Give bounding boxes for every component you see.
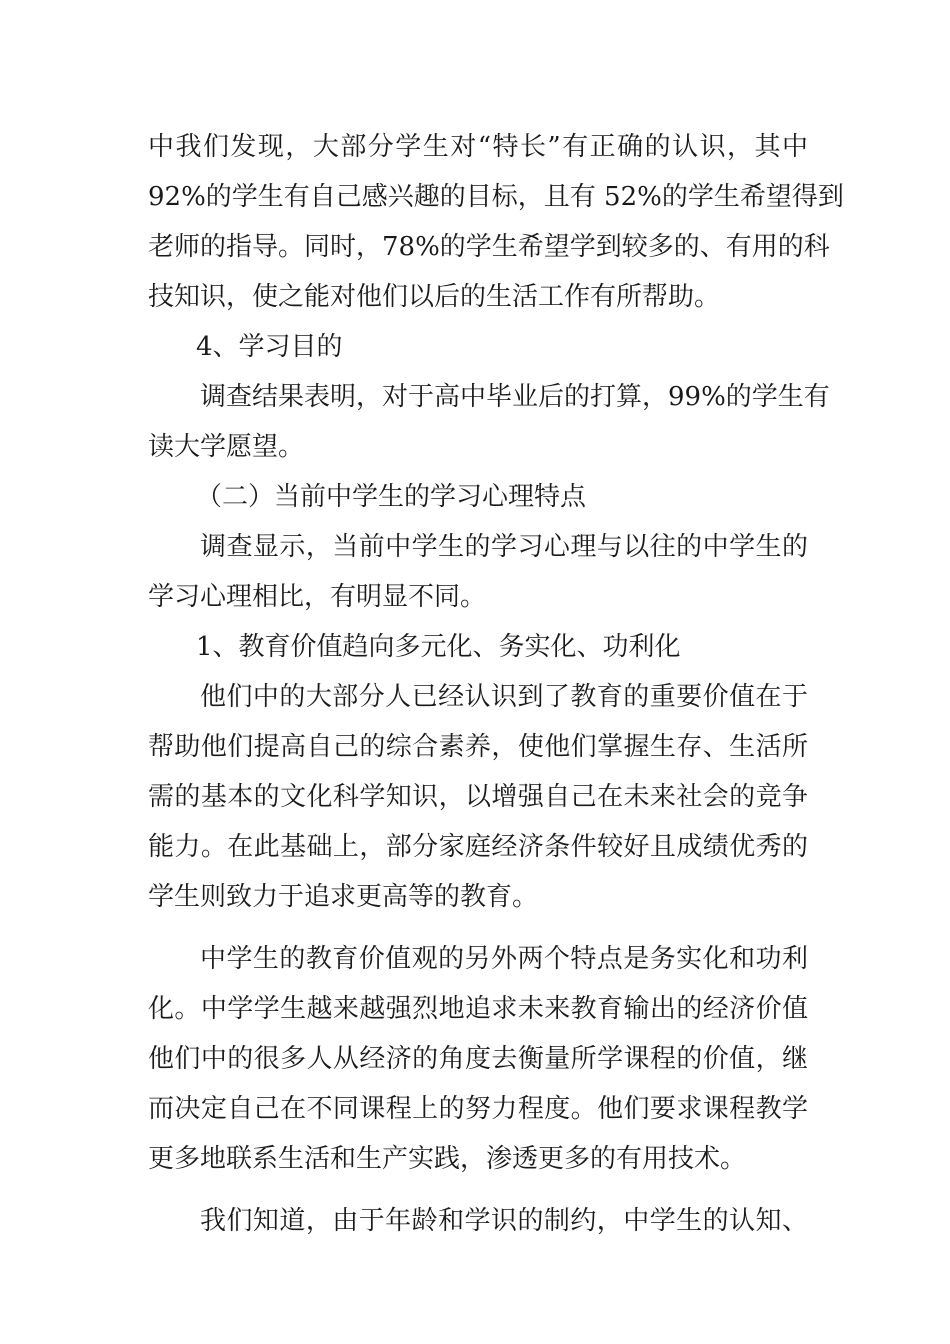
text-line: 老师的指导。同时，78%的学生希望学到较多的、有用的科 (148, 232, 830, 262)
document-body (148, 122, 844, 1246)
heading-text: 1、教育价值趋向多元化、务实化、功利化 (196, 632, 681, 662)
text-line: 能力。在此基础上，部分家庭经济条件较好且成绩优秀的 (148, 832, 808, 862)
text-line: 他们中的大部分人已经认识到了教育的重要价值在于 (200, 682, 808, 712)
section-heading-psych-features (148, 472, 808, 522)
text-line: 化。中学学生越来越强烈地追求未来教育输出的经济价值 (148, 994, 808, 1024)
section-heading-learning-purpose (148, 322, 808, 372)
paragraph-survey-findings (148, 122, 844, 322)
text-line: 他们中的很多人从经济的角度去衡量所学课程的价值，继 (148, 1044, 808, 1074)
text-line: 需的基本的文化科学知识，以增强自己在未来社会的竞争 (148, 782, 808, 812)
text-line: 而决定自己在不同课程上的努力程度。他们要求课程教学 (148, 1094, 808, 1124)
paragraph-two-features (148, 934, 808, 1184)
text-line: 技知识，使之能对他们以后的生活工作有所帮助。 (148, 282, 721, 312)
heading-text: （二）当前中学生的学习心理特点 (196, 482, 587, 512)
text-line: 帮助他们提高自己的综合素养，使他们掌握生存、生活所 (148, 732, 808, 762)
text-line: 更多地联系生活和生产实践，渗透更多的有用技术。 (148, 1144, 747, 1174)
text-line: 学生则致力于追求更高等的教育。 (148, 882, 539, 912)
paragraph-survey-results (148, 372, 830, 472)
paragraph-majority-recognize (148, 672, 808, 922)
heading-text: 4、学习目的 (196, 332, 343, 362)
text-line: 调查显示，当前中学生的学习心理与以往的中学生的 (200, 532, 808, 562)
paragraph-survey-shows (148, 522, 808, 622)
text-line: 中学生的教育价值观的另外两个特点是务实化和功利 (200, 944, 808, 974)
text-line: 我们知道，由于年龄和学识的制约，中学生的认知、 (200, 1206, 808, 1236)
section-heading-education-value (148, 622, 808, 672)
text-line: 调查结果表明，对于高中毕业后的打算，99%的学生有 (200, 382, 830, 412)
text-line: 读大学愿望。 (148, 432, 305, 462)
text-line: 中我们发现，大部分学生对“特长”有正确的认识，其中 (148, 132, 808, 162)
text-line: 92%的学生有自己感兴趣的目标，且有 52%的学生希望得到 (148, 182, 844, 212)
text-line: 学习心理相比，有明显不同。 (148, 582, 487, 612)
paragraph-we-know (148, 1196, 808, 1246)
